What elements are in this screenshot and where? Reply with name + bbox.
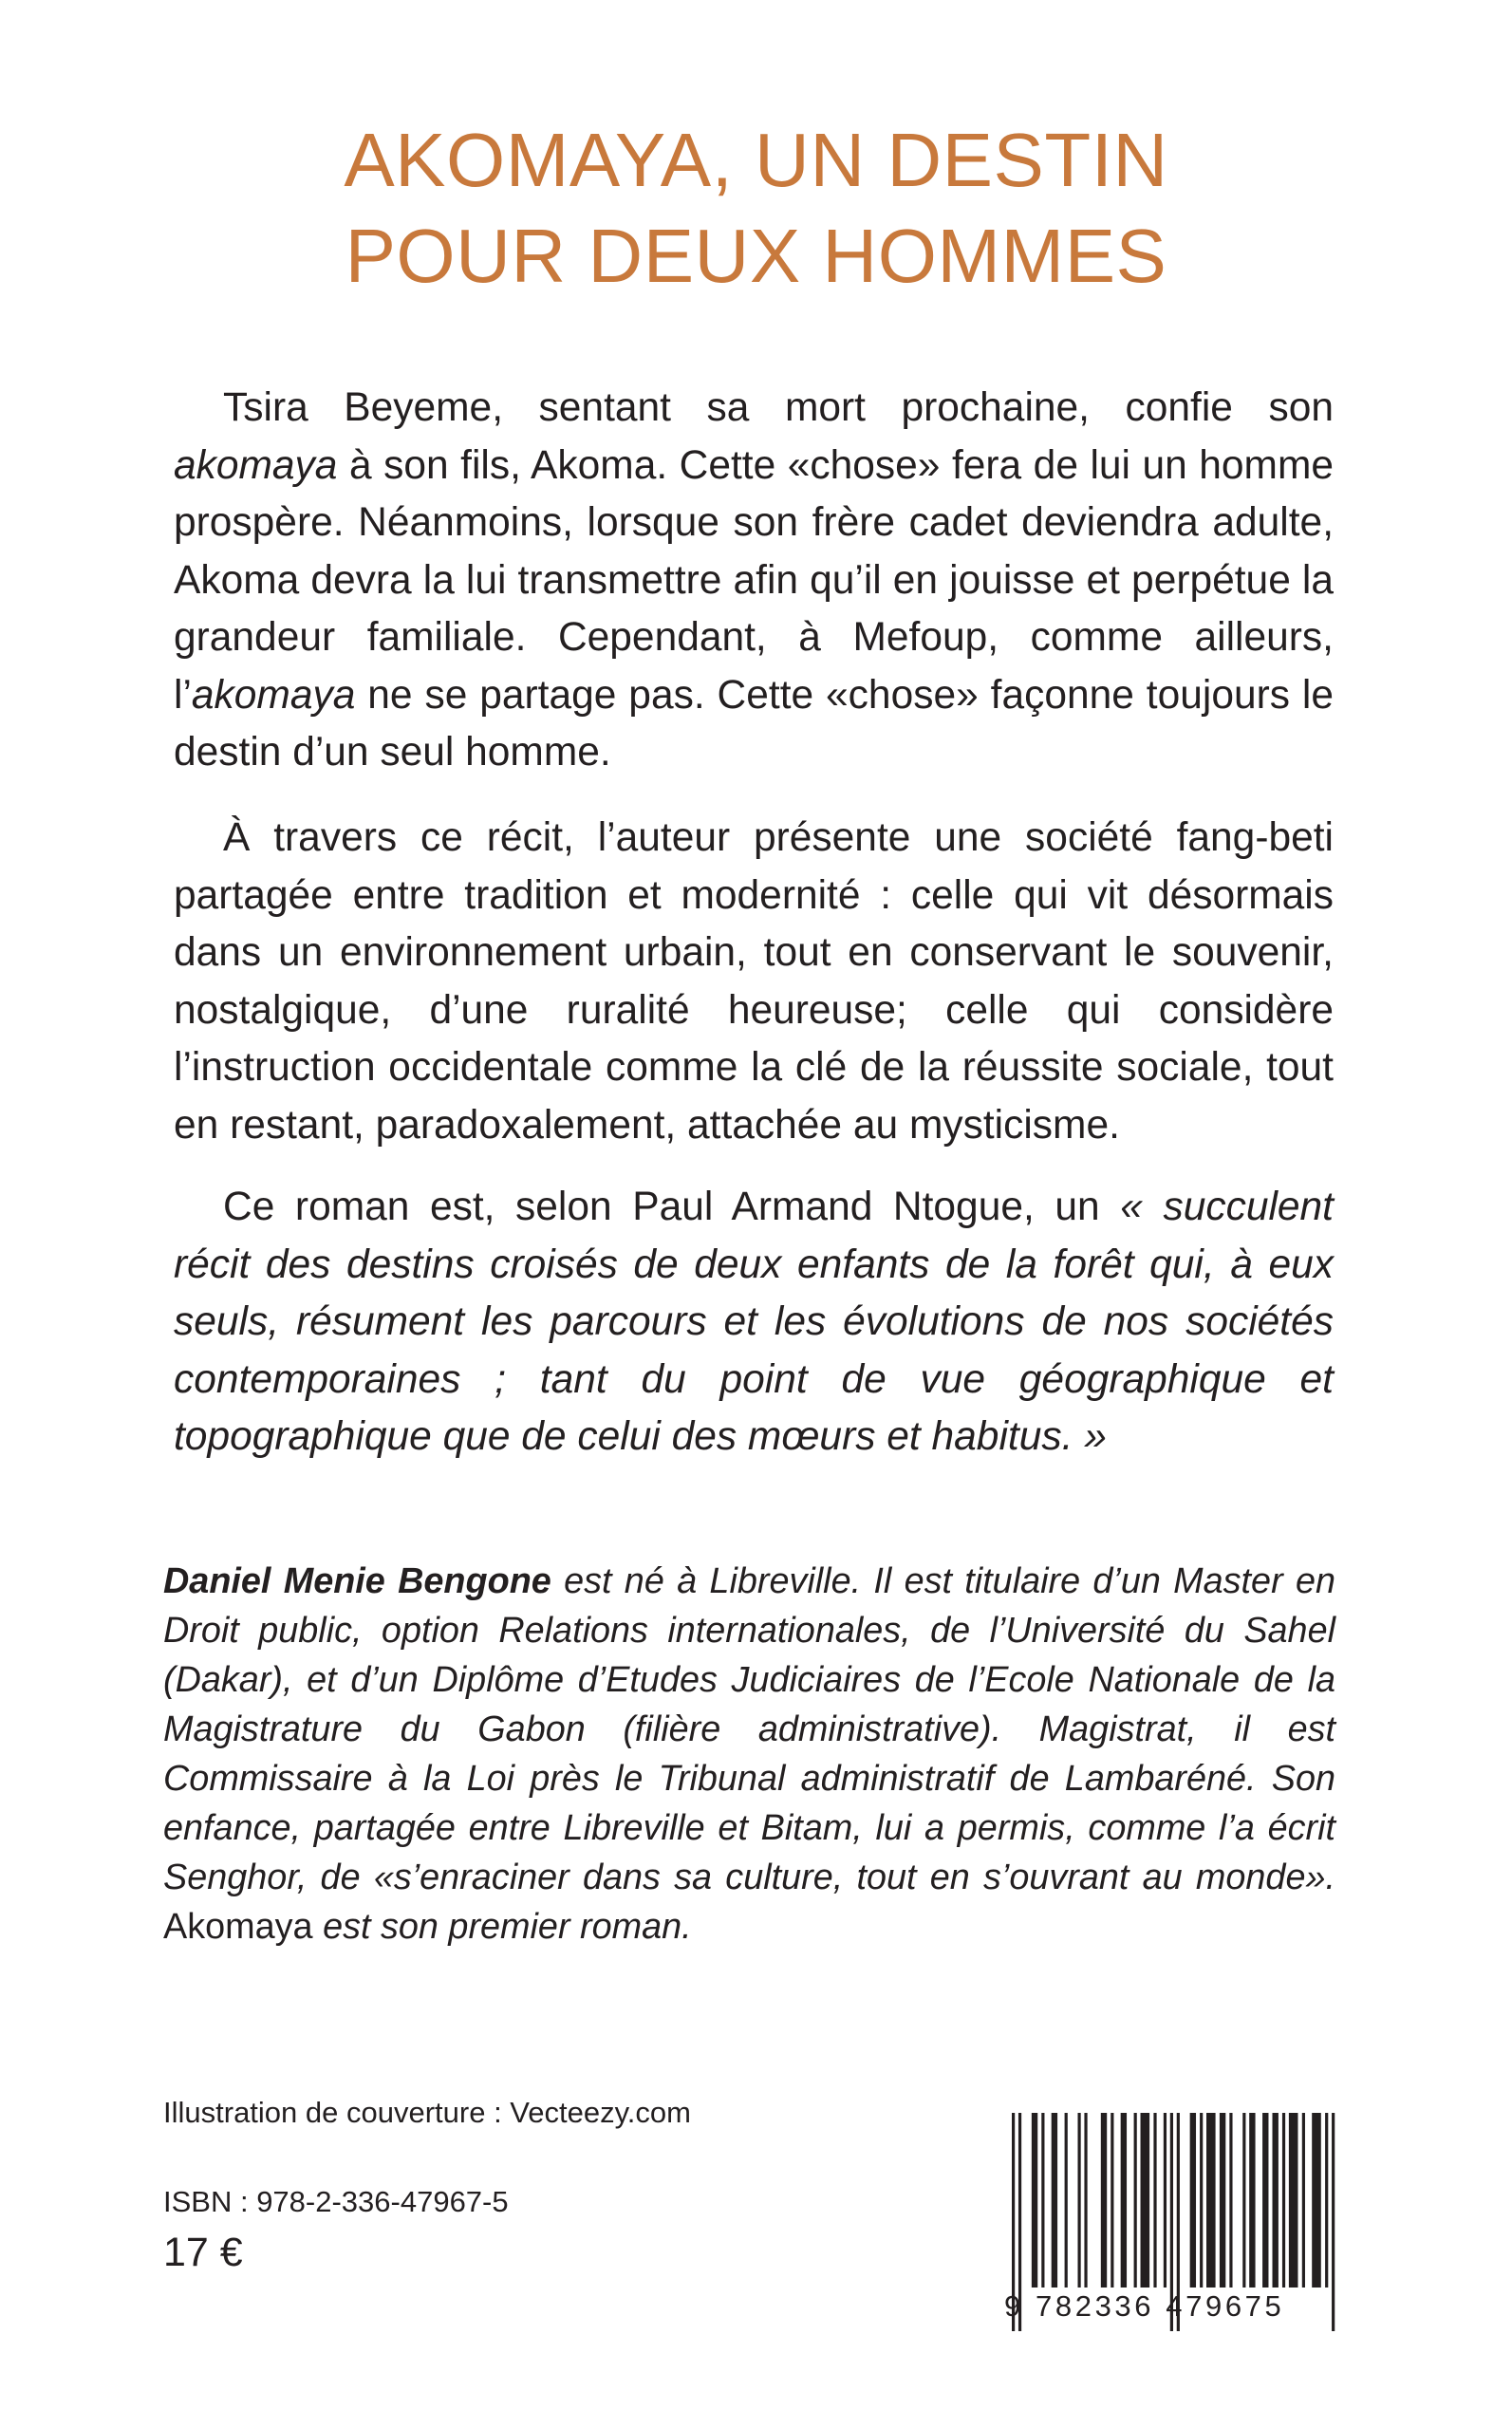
barcode-bar bbox=[1282, 2113, 1285, 2288]
isbn: ISBN : 978-2-336-47967-5 bbox=[163, 2185, 509, 2218]
barcode-bar bbox=[1134, 2113, 1137, 2288]
text-run-2: à son fils, Akoma. Cette «chose» fera de lui un homme prospère. Néanmoins, lorsque son frère cadet deviendra adulte, Akoma devra la lui transmettre afin qu’il en jouisse et perpétue la grandeur familiale. Cependant, à Mefoup, comme ailleurs, l’ bbox=[174, 442, 1334, 718]
italic-run-3: akomaya bbox=[191, 672, 356, 718]
bio-text: est né à Libreville. Il est titulaire d’un Master en Droit public, option Relations internationales, de l’Université du Sahel (Dakar), et d’un Diplôme d’Etudes Judiciaires de l’Ecole Nationale de la Magistrature du Gabon (filière administrative). Magistrat, il est Commissaire à la Loi près le Tribunal administratif de Lambaréné. Son enfance, partagée entre Libreville et Bitam, lui a permis, comme l’a écrit Senghor, de «s’enraciner dans sa culture, tout en s’ouvrant au monde». bbox=[163, 1561, 1335, 1897]
text-run-0: Tsira Beyeme, sentant sa mort prochaine, confie son bbox=[223, 385, 1334, 430]
barcode-bar bbox=[1220, 2113, 1225, 2288]
barcode-bar bbox=[1289, 2113, 1298, 2288]
text-run-0: Ce roman est, selon Paul Armand Ntogue, un bbox=[223, 1185, 1121, 1229]
price: 17 € bbox=[163, 2230, 243, 2275]
barcode-bar bbox=[1249, 2113, 1255, 2288]
book-name-in-bio: Akomaya bbox=[163, 1907, 313, 1947]
blurb-paragraph-2: À travers ce récit, l’auteur présente une société fang-beti partagée entre tradition et modernité : celle qui vit désormais dans un environnement urbain, tout en conservant le souvenir, nostalgique, d’une ruralité heureuse; celle qui considère l’instruction occidentale comme la clé de la réussite sociale, tout en restant, paradoxalement, attachée au mysticisme. bbox=[174, 815, 1334, 1148]
barcode-bar bbox=[1302, 2113, 1305, 2288]
barcode-bar bbox=[1273, 2113, 1279, 2288]
italic-run-1: akomaya bbox=[174, 442, 338, 488]
barcode-bar bbox=[1077, 2113, 1080, 2288]
barcode-bar bbox=[1262, 2113, 1268, 2288]
text-run-4: ne se partage pas. Cette «chose» façonne toujours le destin d’un seul homme. bbox=[174, 672, 1334, 775]
blurb-paragraph-1 bbox=[174, 380, 1334, 782]
barcode-bar bbox=[1065, 2113, 1068, 2288]
author-biography bbox=[163, 1557, 1335, 1951]
book-title bbox=[0, 112, 1512, 304]
barcode-bar bbox=[1242, 2113, 1245, 2288]
italic-run-1: « succulent récit des destins croisés de deux enfants de la forêt qui, à eux seuls, résument les parcours et les évolutions de nos sociétés contemporaines ; tant du point de vue géographique et topographique que de celui des mœurs et habitus. » bbox=[174, 1185, 1334, 1459]
barcode-bar bbox=[1200, 2113, 1203, 2288]
author-name: Daniel Menie Bengone bbox=[163, 1561, 551, 1601]
barcode-bar bbox=[1084, 2113, 1087, 2288]
barcode-bar bbox=[1032, 2113, 1037, 2288]
barcode-bar bbox=[1229, 2113, 1232, 2288]
barcode-bar bbox=[1325, 2113, 1328, 2288]
title-line-2: POUR DEUX HOMMES bbox=[345, 214, 1167, 298]
barcode-bar bbox=[1041, 2113, 1044, 2288]
barcode-bar bbox=[1164, 2113, 1167, 2288]
barcode-bar bbox=[1141, 2113, 1150, 2288]
bio-text-end: est son premier roman. bbox=[312, 1907, 692, 1947]
barcode-bar bbox=[1121, 2113, 1127, 2288]
barcode-digits: 9 782336 479675 bbox=[1004, 2289, 1285, 2323]
blurb-paragraph-3 bbox=[174, 1179, 1334, 1466]
barcode-bar bbox=[1111, 2113, 1113, 2288]
barcode-bar bbox=[1153, 2113, 1156, 2288]
illustration-credit: Illustration de couverture : Vecteezy.com bbox=[163, 2096, 691, 2129]
barcode-bar bbox=[1206, 2113, 1216, 2288]
title-line-1: AKOMAYA, UN DESTIN bbox=[344, 118, 1168, 202]
barcode-bar bbox=[1312, 2113, 1321, 2288]
barcode-bar bbox=[1190, 2113, 1196, 2288]
barcode-bar bbox=[1052, 2113, 1057, 2288]
barcode-bar bbox=[1101, 2113, 1107, 2288]
